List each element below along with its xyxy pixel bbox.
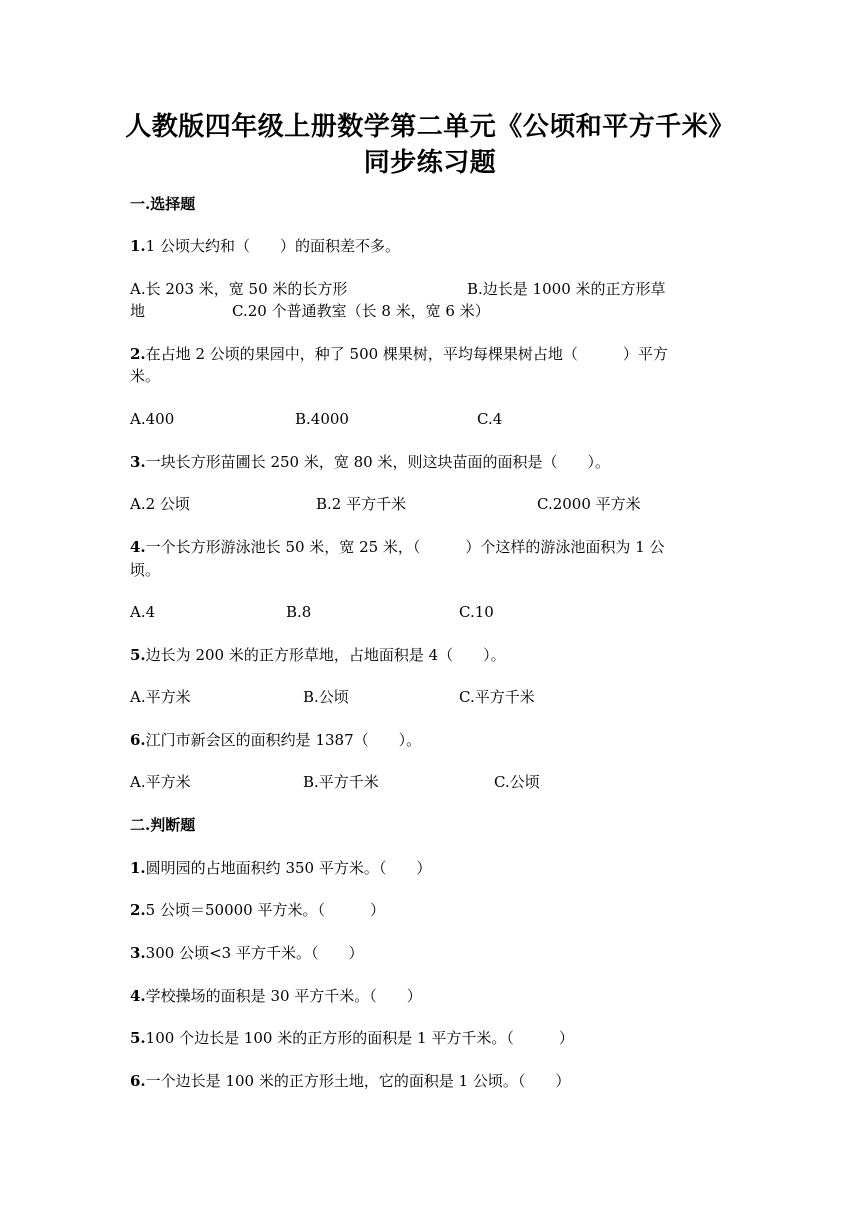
question-text: 学校操场的面积是 30 平方千米。（ ） xyxy=(145,987,422,1005)
question-number: 1. xyxy=(130,859,146,877)
page-title: 人教版四年级上册数学第二单元《公顷和平方千米》 xyxy=(125,112,735,142)
question-text: 圆明园的占地面积约 350 平方米。（ ） xyxy=(145,859,432,877)
choice-6-option-c: C.公顷 xyxy=(494,773,540,791)
choice-2-option-c: C.4 xyxy=(477,410,503,428)
question-text: 一个边长是 100 米的正方形土地，它的面积是 1 公顷。（ ） xyxy=(145,1072,571,1090)
choice-4-option-b: B.8 xyxy=(286,603,312,621)
choice-question-3 xyxy=(130,452,610,472)
choice-3-option-a: A.2 公顷 xyxy=(130,495,190,513)
choice-question-4 xyxy=(130,537,665,557)
question-number: 4. xyxy=(130,538,146,556)
question-text: 5 公顷＝50000 平方米。（ ） xyxy=(145,901,385,919)
question-text: 100 个边长是 100 米的正方形的面积是 1 平方千米。（ ） xyxy=(145,1029,574,1047)
choice-4-option-c: C.10 xyxy=(459,603,494,621)
choice-5-option-b: B.公顷 xyxy=(303,688,349,706)
question-text: 边长为 200 米的正方形草地，占地面积是 4（ ）。 xyxy=(145,646,506,664)
section-heading-choice: 一.选择题 xyxy=(130,195,196,213)
section-heading-judge: 二.判断题 xyxy=(130,816,196,834)
judge-question-6 xyxy=(130,1071,570,1091)
question-number: 6. xyxy=(130,731,146,749)
page-subtitle: 同步练习题 xyxy=(363,148,497,178)
question-number: 3. xyxy=(130,453,146,471)
choice-1-option-b: B.边长是 1000 米的正方形草 xyxy=(467,280,666,298)
question-number: 1. xyxy=(130,237,146,255)
choice-1-option-c: C.20 个普通教室（长 8 米，宽 6 米） xyxy=(232,302,490,320)
choice-question-4-cont: 顷。 xyxy=(130,561,161,579)
question-number: 4. xyxy=(130,987,146,1005)
question-text: 在占地 2 公顷的果园中，种了 500 棵果树，平均每棵果树占地（ ）平方 xyxy=(145,345,668,363)
question-number: 6. xyxy=(130,1072,146,1090)
choice-1-option-b-cont: 地 xyxy=(130,302,146,320)
choice-question-2 xyxy=(130,344,668,364)
judge-question-1 xyxy=(130,858,431,878)
choice-question-6 xyxy=(130,730,421,750)
question-text: 江门市新会区的面积约是 1387（ ）。 xyxy=(145,731,422,749)
judge-question-4 xyxy=(130,986,422,1006)
choice-6-option-b: B.平方千米 xyxy=(303,773,379,791)
choice-6-option-a: A.平方米 xyxy=(130,773,191,791)
question-text: 300 公顷<3 平方千米。（ ） xyxy=(145,944,364,962)
choice-2-option-a: A.400 xyxy=(130,410,175,428)
question-number: 3. xyxy=(130,944,146,962)
question-number: 5. xyxy=(130,646,146,664)
judge-question-5 xyxy=(130,1028,574,1048)
choice-4-option-a: A.4 xyxy=(130,603,156,621)
question-number: 2. xyxy=(130,345,146,363)
choice-5-option-a: A.平方米 xyxy=(130,688,191,706)
choice-3-option-b: B.2 平方千米 xyxy=(316,495,407,513)
choice-2-option-b: B.4000 xyxy=(295,410,349,428)
question-text: 一个长方形游泳池长 50 米，宽 25 米，（ ）个这样的游泳池面积为 1 公 xyxy=(145,538,665,556)
question-text: 一块长方形苗圃长 250 米，宽 80 米，则这块苗面的面积是（ ）。 xyxy=(145,453,610,471)
choice-question-2-cont: 米。 xyxy=(130,367,161,385)
question-number: 2. xyxy=(130,901,146,919)
choice-question-1 xyxy=(130,236,400,256)
choice-question-5 xyxy=(130,645,506,665)
question-text: 1 公顷大约和（ ）的面积差不多。 xyxy=(145,237,400,255)
choice-3-option-c: C.2000 平方米 xyxy=(537,495,641,513)
judge-question-2 xyxy=(130,900,385,920)
choice-1-option-a: A.长 203 米，宽 50 米的长方形 xyxy=(130,280,348,298)
judge-question-3 xyxy=(130,943,363,963)
question-number: 5. xyxy=(130,1029,146,1047)
choice-5-option-c: C.平方千米 xyxy=(459,688,535,706)
